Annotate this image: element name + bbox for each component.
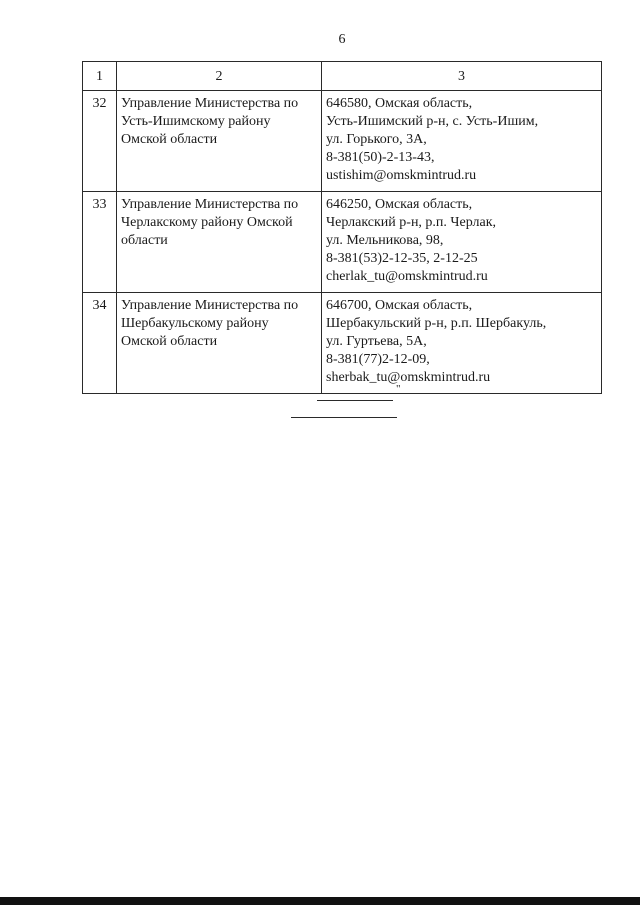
department-name-line: Усть-Ишимскому району [121,114,271,129]
department-name-line: Черлакскому району Омской [121,215,293,230]
department-name-line: Управление Министерства по [121,298,299,313]
row-number: 34 [83,293,117,394]
contact-phone: 8-381(77)2-12-09, [326,352,430,367]
contact-address-line: ул. Гуртьева, 5А, [326,334,427,349]
contact-address-line: 646250, Омская область, [326,197,473,212]
department-name-line: Омской области [121,334,218,349]
contact-email: ustishim@omskmintrud.ru [326,168,477,183]
column-header-2: 2 [117,62,322,91]
contact-address-line: ул. Горького, 3А, [326,132,427,147]
contact-phone: 8-381(50)-2-13-43, [326,150,435,165]
table-row [83,91,602,192]
table-header-row [83,62,602,91]
contact-email: sherbak_tu@omskmintrud.ru [326,370,491,385]
departments-table [82,61,602,394]
scan-bottom-edge [0,897,640,905]
department-name [117,293,322,394]
contact-address-line: ул. Мельникова, 98, [326,233,444,248]
department-name-line: Управление Министерства по [121,197,299,212]
end-rule-upper [317,400,393,401]
contact-phone: 8-381(53)2-12-35, 2-12-25 [326,251,478,266]
contact-address-line: Усть-Ишимский р-н, с. Усть-Ишим, [326,114,539,129]
column-header-1: 1 [83,62,117,91]
table-row [83,192,602,293]
department-name-line: Управление Министерства по [121,96,299,111]
row-number: 32 [83,91,117,192]
page-number: 6 [338,32,346,47]
contact-address-line: 646580, Омская область, [326,96,473,111]
contact-address-line: Шербакульский р-н, р.п. Шербакуль, [326,316,547,331]
column-header-3: 3 [322,62,602,91]
contact-address-line: Черлакский р-н, р.п. Черлак, [326,215,497,230]
contact-email: cherlak_tu@omskmintrud.ru [326,269,488,284]
department-contacts [322,293,602,394]
department-name [117,91,322,192]
end-rule-lower [291,417,397,418]
department-name-line: Омской области [121,132,218,147]
table-row [83,293,602,394]
closing-quote: " [396,383,401,395]
department-contacts [322,91,602,192]
department-name [117,192,322,293]
contact-address-line: 646700, Омская область, [326,298,473,313]
department-contacts [322,192,602,293]
department-name-line: области [121,233,168,248]
row-number: 33 [83,192,117,293]
department-name-line: Шербакульскому району [121,316,269,331]
